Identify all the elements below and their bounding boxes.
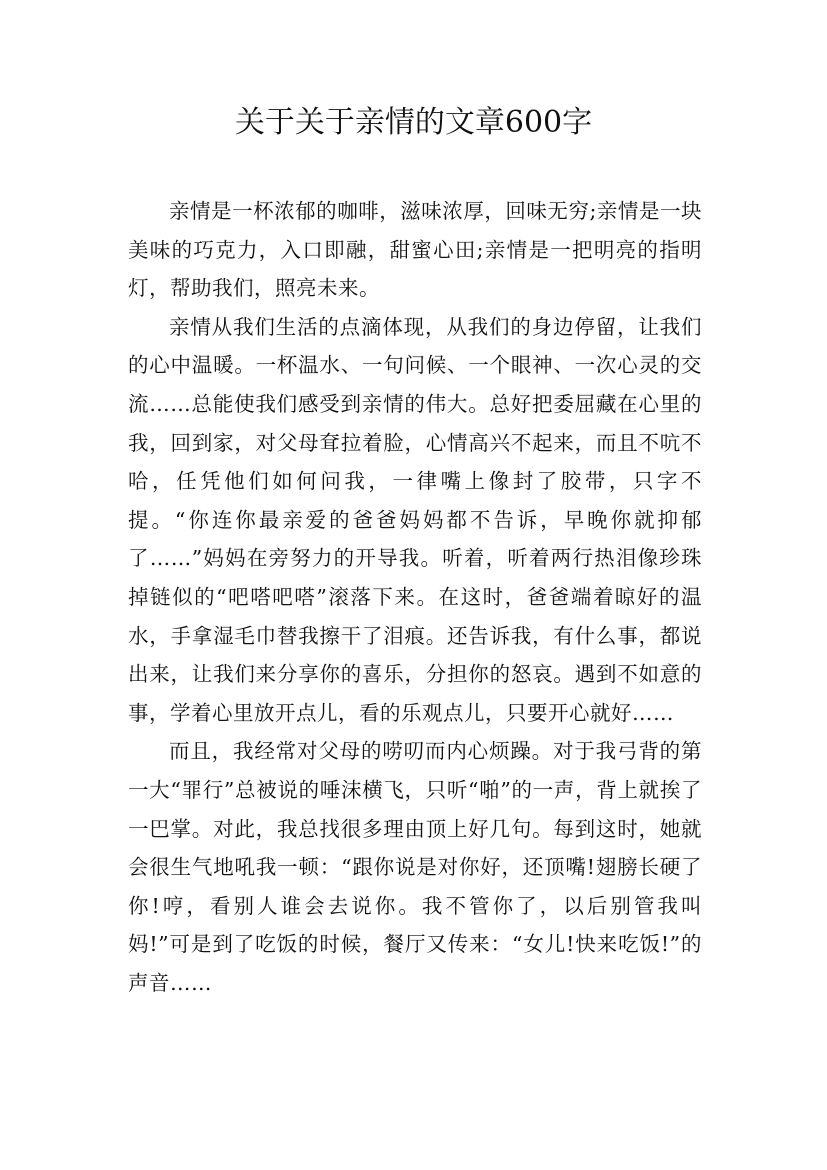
paragraph-2: 亲情从我们生活的点滴体现，从我们的身边停留，让我们的心中温暖。一杯温水、一句问候、一个眼神、一次心灵的交流……总能使我们感受到亲情的伟大。总好把委屈藏在心里的我，回到家，对父母耷拉着脸，心情高兴不起来，而且不吭不哈，任凭他们如何问我，一律嘴上像封了胶带，只字不提。“你连你最亲爱的爸爸妈妈都不告诉，早晚你就抑郁了……”妈妈在旁努力的开导我。听着，听着两行热泪像珍珠掉链似的“吧嗒吧嗒”滚落下来。在这时，爸爸端着晾好的温水，手拿湿毛巾替我擦干了泪痕。还告诉我，有什么事，都说出来，让我们来分享你的喜乐，分担你的怒哀。遇到不如意的事，学着心里放开点儿，看的乐观点儿，只要开心就好…… <box>128 314 702 725</box>
paragraph-1: 亲情是一杯浓郁的咖啡，滋味浓厚，回味无穷;亲情是一块美味的巧克力，入口即融，甜蜜心田;亲情是一把明亮的指明灯，帮助我们，照亮未来。 <box>128 199 702 301</box>
paragraph-3: 而且，我经常对父母的唠叨而内心烦躁。对于我弓背的第一大“罪行”总被说的唾沫横飞，只听“啪”的一声，背上就挨了一巴掌。对此，我总找很多理由顶上好几句。每到这时，她就会很生气地吼我一顿：“跟你说是对你好，还顶嘴!翅膀长硬了你!哼，看别人谁会去说你。我不管你了，以后别管我叫妈!”可是到了吃饭的时候，餐厅又传来：“女儿!快来吃饭!”的声音…… <box>128 739 702 995</box>
document-body <box>128 192 702 1002</box>
document-title: 关于关于亲情的文章600字 <box>234 105 593 140</box>
